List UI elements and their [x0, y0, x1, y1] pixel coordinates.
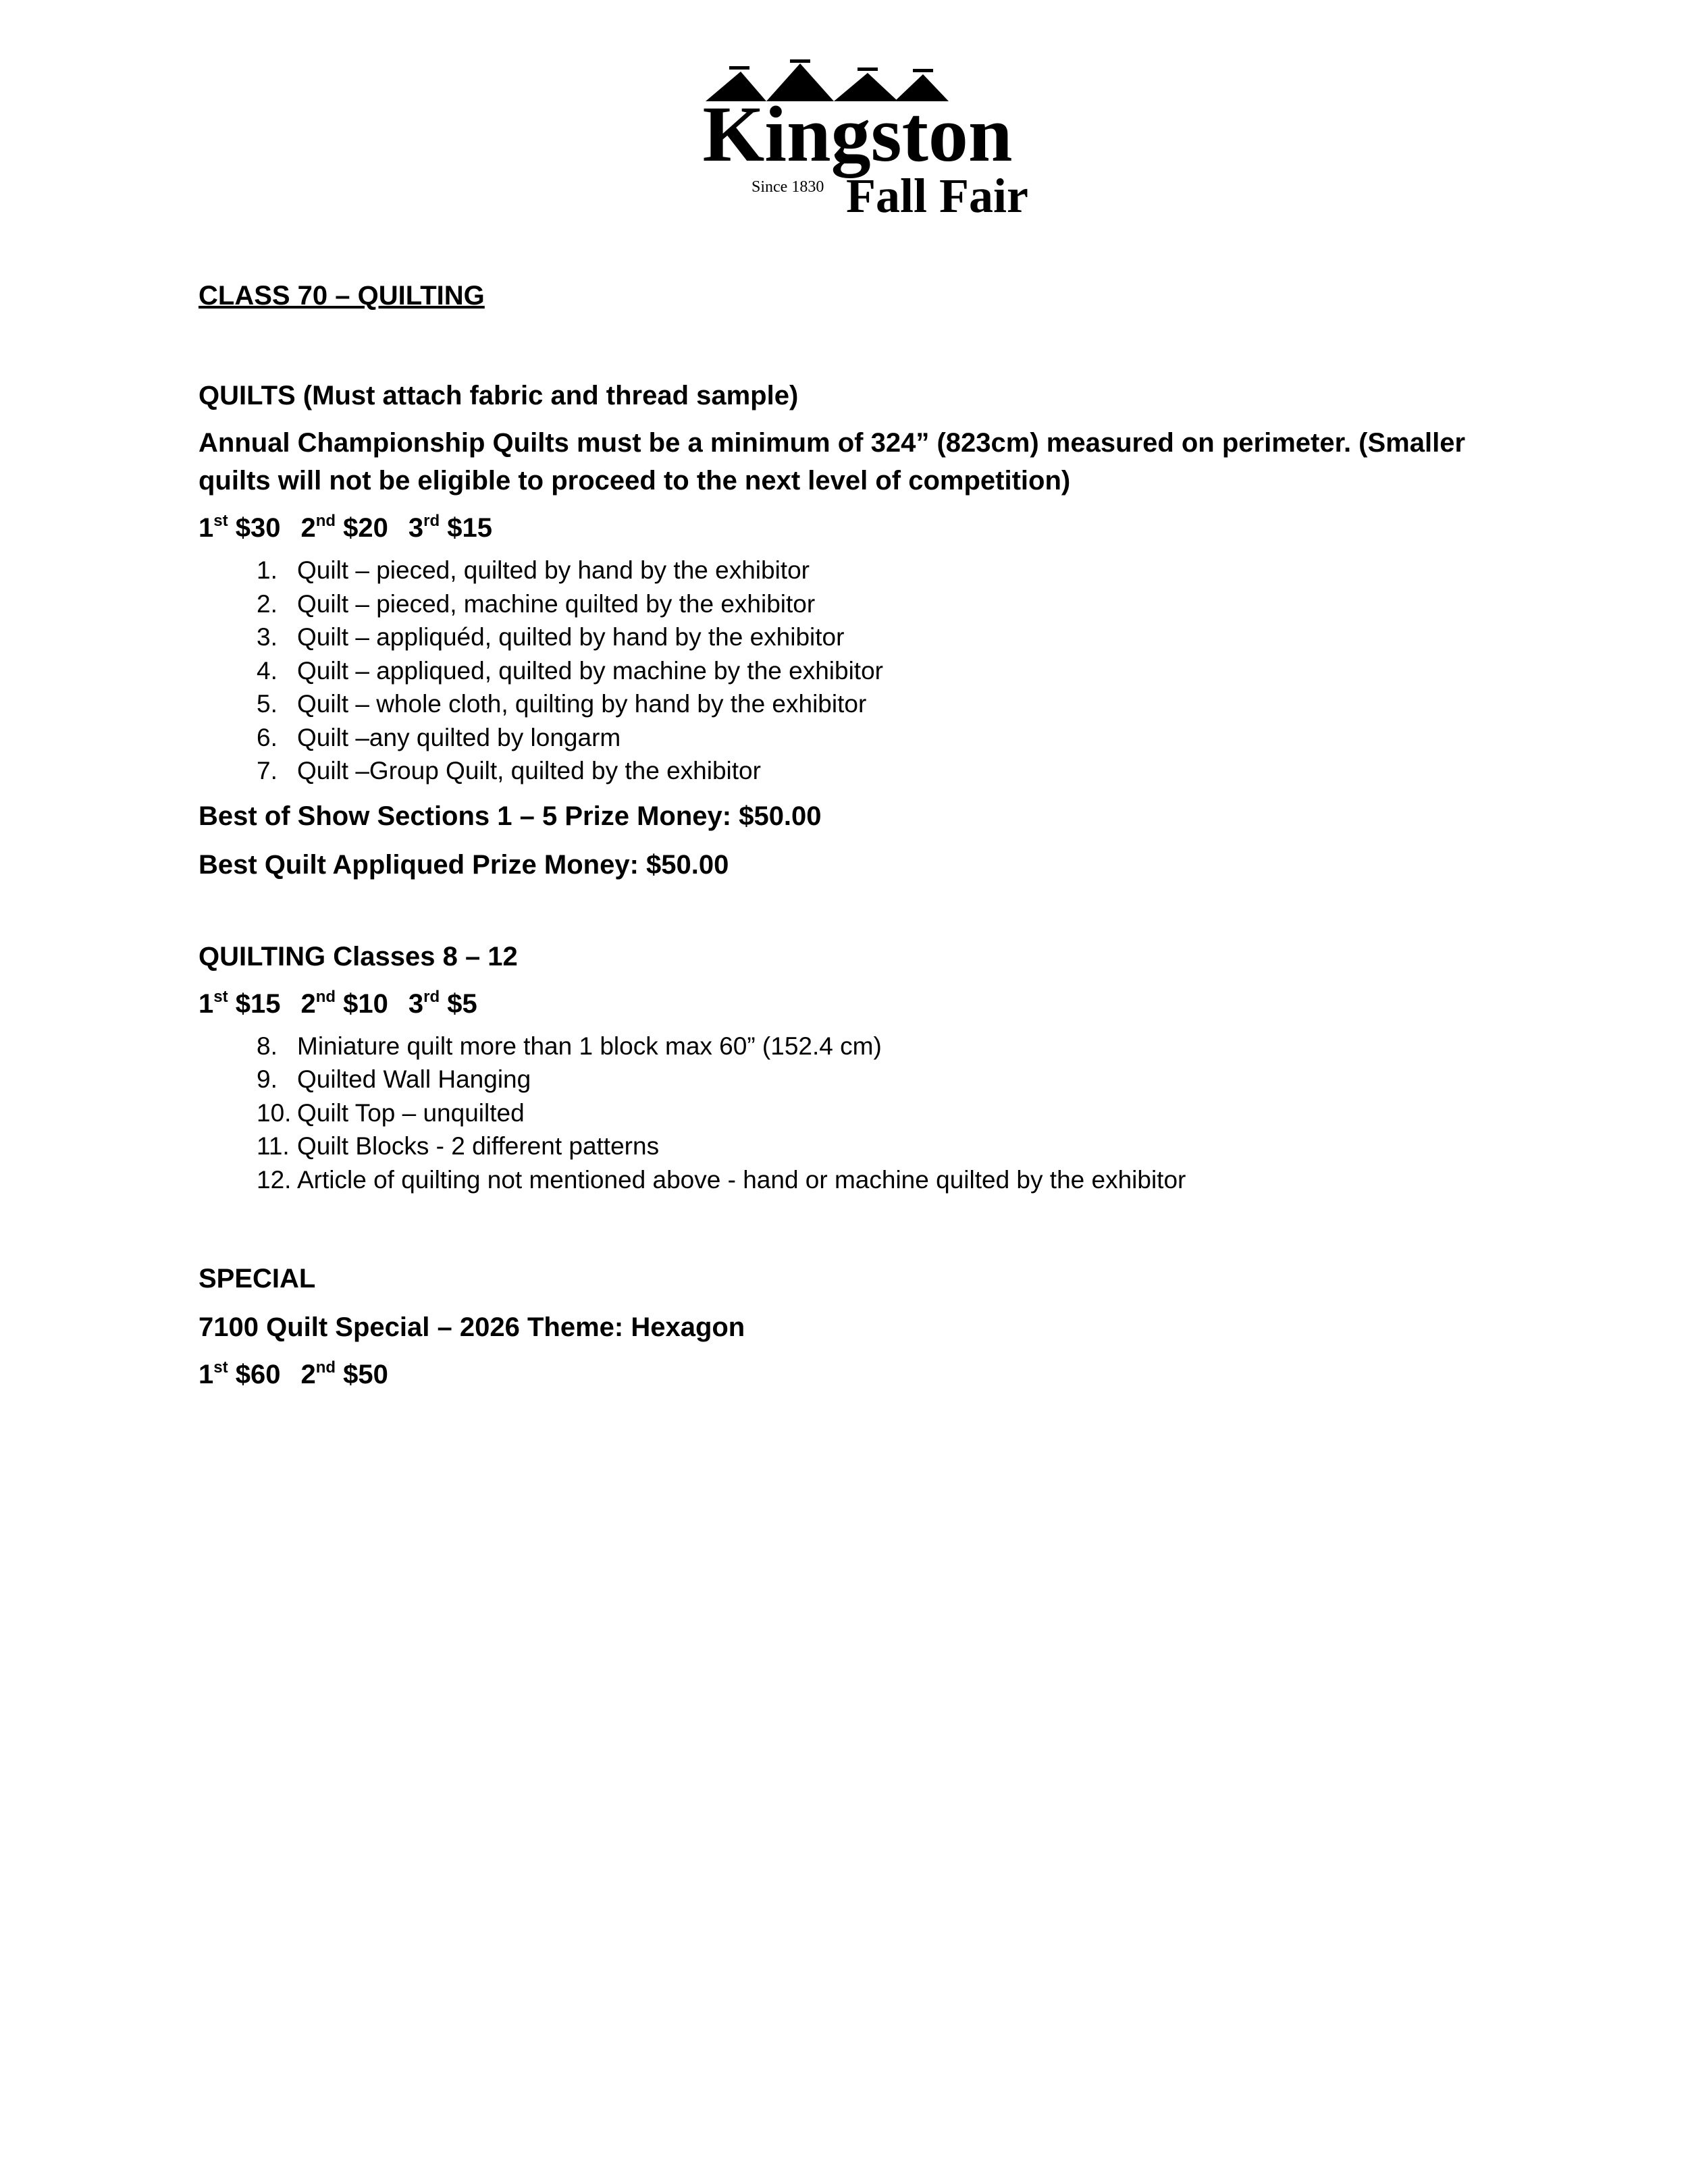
- prize-first: 1st $60: [199, 1358, 281, 1389]
- list-item: 6. Quilt –any quilted by longarm: [257, 723, 621, 751]
- logo-since: Since 1830: [751, 178, 824, 196]
- best-of-show: Best of Show Sections 1 – 5 Prize Money: $50.00: [199, 801, 822, 831]
- list-item: 3. Quilt – appliquéd, quilted by hand by the exhibitor: [257, 623, 845, 651]
- list-item: 2. Quilt – pieced, machine quilted by the exhibitor: [257, 589, 816, 618]
- list-item: 1. Quilt – pieced, quilted by hand by the exhibitor: [257, 556, 810, 584]
- list-item: 4. Quilt – appliqued, quilted by machine by the exhibitor: [257, 656, 883, 685]
- quilts-list: [199, 554, 1535, 788]
- quilts-heading: QUILTS (Must attach fabric and thread sample): [199, 381, 799, 410]
- list-item: 9. Quilted Wall Hanging: [257, 1065, 531, 1093]
- quilting-prize-line: [199, 985, 1535, 1023]
- list-item: 5. Quilt – whole cloth, quilting by hand by the exhibitor: [257, 690, 867, 718]
- list-item: 8. Miniature quilt more than 1 block max 60” (152.4 cm): [257, 1032, 882, 1060]
- best-quilt-appliqued: Best Quilt Appliqued Prize Money: $50.00: [199, 849, 729, 880]
- logo-graphic: [665, 59, 1057, 221]
- prize-second: 2nd $10: [300, 987, 388, 1019]
- list-item: 7. Quilt –Group Quilt, quilted by the exhibitor: [257, 757, 761, 784]
- logo-brand: Kingston: [702, 90, 1013, 178]
- list-item: 11. Quilt Blocks - 2 different patterns: [257, 1132, 660, 1160]
- quilts-championship-note: Annual Championship Quilts must be a minimum of 324” (823cm) measured on perimeter. (Smaller quilts will not be eligible to proceed to the next level of competition): [199, 428, 1466, 496]
- logo-subtitle: Fall Fair: [846, 169, 1028, 221]
- quilts-prize-line: [199, 509, 1535, 547]
- prize-third: 3rd $15: [408, 512, 493, 543]
- prize-second: 2nd $20: [300, 512, 388, 543]
- document-body: [199, 277, 1535, 1393]
- prize-second: 2nd $50: [300, 1358, 388, 1389]
- quilting-list: [199, 1030, 1535, 1197]
- special-title: 7100 Quilt Special – 2026 Theme: Hexagon: [199, 1312, 745, 1342]
- list-item: 12. Article of quilting not mentioned above - hand or machine quilted by the exhibitor: [257, 1165, 1186, 1194]
- kingston-fall-fair-logo: [665, 59, 1057, 221]
- prize-third: 3rd $5: [408, 987, 477, 1019]
- special-prize-line: [199, 1356, 1535, 1393]
- quilting-heading: QUILTING Classes 8 – 12: [199, 941, 518, 971]
- special-heading: SPECIAL: [199, 1264, 316, 1294]
- prize-first: 1st $30: [199, 512, 281, 543]
- class-title: CLASS 70 – QUILTING: [199, 281, 485, 311]
- prize-first: 1st $15: [199, 987, 281, 1019]
- list-item: 10. Quilt Top – unquilted: [257, 1098, 525, 1127]
